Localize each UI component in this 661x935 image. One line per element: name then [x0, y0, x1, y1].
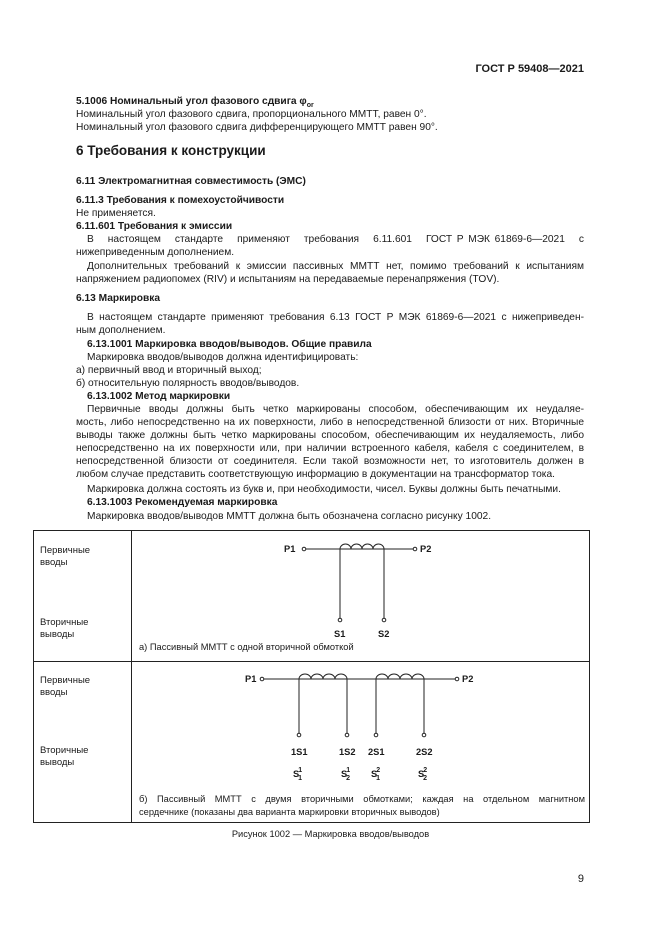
text-line: Не применяется.: [76, 208, 156, 219]
section-6-heading: 6 Требования к конструкции: [76, 143, 266, 158]
text-line: непосредственно на их поверхности или, при наличии встроенного кабеля, кабеля с соединителем, в: [76, 443, 584, 454]
figure-caption-a: а) Пассивный ММТТ с одной вторичной обмоткой: [139, 642, 354, 652]
clause-6-11-title: 6.11 Электромагнитная совместимость (ЭМС): [76, 176, 306, 187]
clause-6-13-title: 6.13 Маркировка: [76, 293, 160, 304]
dual-winding-diagram: [260, 674, 459, 737]
clause-6-13-1001-title: 6.13.1001 Маркировка вводов/выводов. Общие правила: [87, 339, 372, 350]
standard-header: ГОСТ Р 59408—2021: [475, 63, 584, 75]
clause-title: 5.1006 Номинальный угол фазового сдвига φ: [76, 96, 307, 107]
text-line: выводы также должны быть четко маркированы способом, обеспечивающим их неудаляемость, либо: [76, 430, 584, 441]
terminal-alt-s21: $S^2_1$: [371, 767, 381, 782]
text-line: Первичные вводы должны быть четко маркированы способом, обеспечивающим их неудаляе-: [87, 404, 584, 415]
label-line: Вторичные: [40, 617, 89, 628]
secondary-outputs-label: [40, 617, 88, 641]
page-number: 9: [577, 873, 584, 885]
label-line: вводы: [40, 687, 68, 698]
figure-caption-b-line: сердечнике (показаны два варианта маркировки вторичных выводов): [139, 807, 440, 817]
text-line: Дополнительных требований к эмиссии пассивных ММТТ нет, помимо требований к испытаниям: [87, 261, 584, 272]
text-line: Маркировка должна состоять из букв и, при необходимости, чисел. Буквы должны быть печатными.: [87, 484, 561, 495]
list-item: б) относительную полярность вводов/выводов.: [76, 378, 300, 389]
terminal-1s2: 1S2: [339, 747, 356, 757]
text-line: ным дополнением.: [76, 325, 166, 336]
label-line: Первичные: [40, 545, 91, 556]
text-line: В настоящем стандарте применяют требования 6.13 ГОСТ Р МЭК 61869-6—2021 с нижеприведен-: [87, 312, 584, 323]
terminal-p1: P1: [245, 674, 257, 684]
text-line: нижеприведенным дополнением.: [76, 247, 235, 258]
primary-inputs-label: [40, 675, 90, 699]
text-line: Номинальный угол фазового сдвига дифференцирующего ММТТ равен 90°.: [76, 122, 438, 133]
terminal-s1: S1: [334, 629, 346, 639]
subscript: or: [306, 102, 314, 110]
text-line: Номинальный угол фазового сдвига, пропорционального ММТТ, равен 0°.: [76, 109, 427, 120]
terminal-alt-s11: $S^1_1$: [293, 767, 303, 782]
clause-6-13-1003-title: 6.13.1003 Рекомендуемая маркировка: [87, 497, 278, 508]
text-line: Маркировка вводов/выводов должна идентифицировать:: [87, 352, 359, 363]
text-line: В настоящем стандарте применяют требования 6.11.601 ГОСТ Р МЭК 61869-6—2021 с: [87, 234, 584, 245]
label-line: Вторичные: [40, 745, 89, 756]
terminal-p2: P2: [462, 674, 474, 684]
text-line: Маркировка вводов/выводов ММТТ должна быть обозначена согласно рисунку 1002.: [87, 511, 492, 522]
terminal-2s2: 2S2: [416, 747, 433, 757]
primary-inputs-label: [40, 545, 90, 569]
terminal-2s1: 2S1: [368, 747, 385, 757]
terminal-p2: P2: [420, 544, 432, 554]
secondary-outputs-label: [40, 745, 88, 769]
clause-6-11-3-title: 6.11.3 Требования к помехоустойчивости: [76, 195, 285, 206]
terminal-alt-s12: $S^1_2$: [341, 767, 351, 782]
label-line: вводы: [40, 557, 68, 568]
single-winding-diagram: [302, 544, 417, 622]
label-line: Первичные: [40, 675, 91, 686]
label-line: выводы: [40, 629, 75, 640]
terminal-alt-s22: $S^2_2$: [418, 767, 428, 782]
list-item: а) первичный ввод и вторичный выход;: [76, 365, 262, 376]
label-line: выводы: [40, 757, 75, 768]
figure-caption-b-line: б) Пассивный ММТТ с двумя вторичными обмотками; каждая на отдельном магнитном: [139, 794, 585, 804]
terminal-1s1: 1S1: [291, 747, 308, 757]
figure-title: Рисунок 1002 — Маркировка вводов/выводов: [231, 829, 430, 839]
text-line: напряжением радиопомех (RIV) и испытаниям на передаваемые перенапряжения (TOV).: [76, 274, 500, 285]
terminal-s2: S2: [378, 629, 390, 639]
clause-6-11-601-title: 6.11.601 Требования к эмиссии: [76, 221, 233, 232]
text-line: непосредственной близости от соединителя. Если такой возможности нет, то изготовитель должен в: [76, 456, 584, 467]
clause-6-13-1002-title: 6.13.1002 Метод маркировки: [87, 391, 231, 402]
text-line: мость, либо непосредственно на их поверхности, либо в непосредственной близости от них. Вторичные: [76, 417, 584, 428]
terminal-p1: P1: [284, 544, 296, 554]
text-line: любом случае представить соответствующую информацию в документации на трансформатор тока.: [76, 469, 555, 480]
